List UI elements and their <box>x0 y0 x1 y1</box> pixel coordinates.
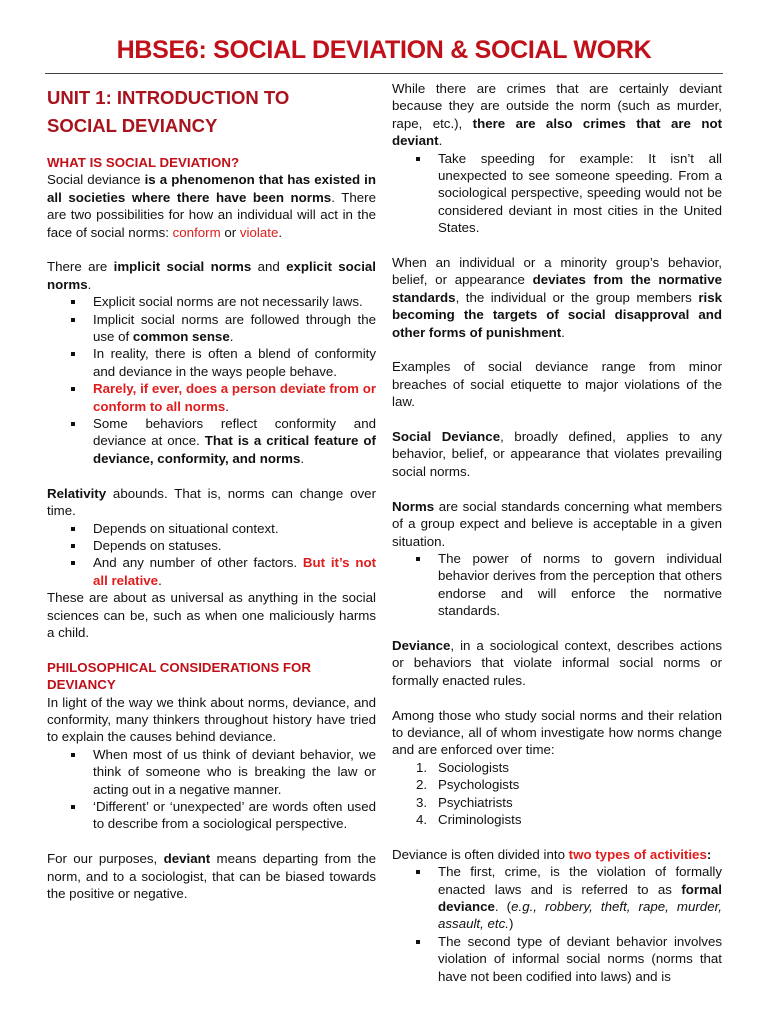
paragraph-norm-types <box>47 258 376 293</box>
list-item <box>392 933 722 985</box>
document-title: HBSE6: SOCIAL DEVIATION & SOCIAL WORK <box>116 36 652 64</box>
text-run: . <box>87 276 92 292</box>
text-run: abounds. That is, norms can change over time. <box>47 485 376 519</box>
bold-run: there are also crimes that are not deviant <box>392 115 722 149</box>
list-number: 2. <box>416 777 428 793</box>
text-run: . <box>229 329 234 345</box>
text-run: The power of norms to govern individual behavior derives from the perception that others endorse and will enforce the normative standards. <box>438 550 722 619</box>
list-item <box>47 554 376 589</box>
bold-run: deviates from the normative standards <box>392 272 722 305</box>
text-run: Take speeding for example: It isn’t all unexpected to see someone speeding. From a sociological perspective, speeding would not be considered deviant in most cities in the United States. <box>438 150 722 236</box>
spacer <box>392 689 722 706</box>
text-run: The second type of deviant behavior involves violation of informal social norms (norms that have not been codified into laws) and is <box>438 933 722 984</box>
text-run: There are <box>47 259 114 275</box>
emphasis-run: two types of activities <box>568 846 707 862</box>
keyword-violate: violate <box>239 224 279 240</box>
paragraph-thinkers: In light of the way we think about norms, deviance, and conformity, many thinkers throughout history have tried to explain the causes behind deviance. <box>47 694 376 745</box>
text-run: Criminologists <box>438 811 522 827</box>
title-divider <box>45 73 723 74</box>
list-item <box>392 759 722 776</box>
text-run: . There are two possibilities for how an individual will act in the face of social norms: <box>47 189 376 240</box>
bold-run: implicit social norms <box>113 259 252 275</box>
text-run: Some behaviors reflect conformity and deviance at once. <box>93 416 376 449</box>
spacer <box>47 467 376 484</box>
text-run: , in a sociological context, describes actions or behaviors that violate informal social norms or formally enacted rules. <box>392 637 722 688</box>
list-item <box>392 794 722 811</box>
list-item <box>392 811 722 828</box>
spacer <box>392 620 722 637</box>
bold-run: : <box>706 846 712 862</box>
relativity-bullet-list <box>47 520 376 590</box>
list-item <box>392 863 722 933</box>
text-run: are social standards concerning what members of a group expect and believe is acceptable in a given situation. <box>392 498 722 549</box>
text-run: The first, crime, is the violation of formally enacted laws and is referred to as <box>438 864 722 897</box>
list-item <box>47 520 376 537</box>
text-run: And any number of other factors. <box>93 555 303 571</box>
paragraph-researchers: Among those who study social norms and their relation to deviance, all of whom investigate how norms change and are enforced over time: <box>392 707 722 758</box>
spacer <box>47 833 376 850</box>
list-item <box>47 380 376 415</box>
list-number: 1. <box>416 759 428 775</box>
list-item <box>47 293 376 310</box>
text-run: In reality, there is often a blend of conformity and deviance in the ways people behave. <box>93 346 376 379</box>
paragraph-two-types <box>392 846 722 863</box>
section-heading-philosophical: PHILOSOPHICAL CONSIDERATIONS FOR DEVIANCY <box>47 659 311 693</box>
list-item <box>47 798 376 833</box>
text-run: Psychiatrists <box>438 794 513 810</box>
text-run: . <box>438 133 443 149</box>
text-run: While there are crimes that are certainly deviant because they are outside the norm (such as murder, rape, etc.), <box>392 81 722 131</box>
researchers-numbered-list <box>392 759 722 829</box>
list-item <box>47 311 376 346</box>
bold-run: is a phenomenon that has existed in all societies where there have been norms <box>47 172 376 205</box>
norms-power-bullet-list <box>392 550 722 620</box>
text-run: When most of us think of deviant behavior, we think of someone who is breaking the law or acting out in a negative manner. <box>93 746 376 797</box>
list-item <box>47 345 376 380</box>
list-item <box>392 776 722 793</box>
unit-heading-line-1: UNIT 1: INTRODUCTION TO <box>47 87 290 108</box>
text-run: Sociologists <box>438 759 509 775</box>
list-item <box>392 550 722 620</box>
paragraph-norms-definition <box>392 498 722 550</box>
text-run: ‘Different’ or ‘unexpected’ are words often used to describe from a sociological perspective. <box>93 798 376 832</box>
text-run: Psychologists <box>438 777 520 793</box>
bold-run: That is a critical feature of deviance, conformity, and norms <box>93 433 376 466</box>
text-run: . ( <box>494 898 512 914</box>
spacer <box>392 411 722 428</box>
text-run: . <box>561 324 565 340</box>
text-run: Social deviance <box>47 172 145 188</box>
unit-heading-line-2: SOCIAL DEVIANCY <box>47 115 218 136</box>
text-run: Implicit social norms are followed through the use of <box>93 311 376 345</box>
paragraph-social-deviance-intro <box>47 171 376 241</box>
list-item <box>47 537 376 554</box>
list-item <box>47 746 376 798</box>
bold-run: explicit social norms <box>47 259 376 292</box>
bold-run: Deviance <box>392 637 451 653</box>
philosophical-bullet-list <box>47 746 376 833</box>
text-run: For our purposes, <box>47 851 164 867</box>
list-number: 4. <box>416 811 428 827</box>
spacer <box>392 341 722 358</box>
paragraph-deviates-standards <box>392 254 722 341</box>
text-run: Depends on situational context. <box>93 520 279 536</box>
deviance-types-bullet-list <box>392 863 722 985</box>
text-run: . <box>278 224 283 240</box>
emphasis-run: Rarely, if ever, does a person deviate from or conform to all norms <box>93 381 376 414</box>
paragraph-social-deviance-definition <box>392 428 722 480</box>
text-run: , the individual or the group members <box>455 289 699 305</box>
list-item <box>47 415 376 467</box>
italic-run: e.g., robbery, theft, rape, murder, assault, etc. <box>438 898 722 932</box>
text-run: or <box>220 224 240 240</box>
bold-run: risk becoming the targets of social disapproval and other forms of punishment <box>392 289 722 340</box>
spacer <box>392 828 722 845</box>
list-item <box>392 150 722 237</box>
text-run: . <box>225 398 229 414</box>
text-run: means departing from the norm, and to a sociologist, that can be biased towards the positive or negative. <box>47 851 376 901</box>
text-run: Deviance is often divided into <box>392 846 569 862</box>
speeding-bullet-list <box>392 150 722 237</box>
spacer <box>392 480 722 497</box>
right-column <box>392 80 722 985</box>
paragraph-deviance-definition <box>392 637 722 689</box>
bold-run: deviant <box>163 851 211 867</box>
bold-run: Social Deviance <box>392 429 501 445</box>
section-heading-what-is-deviation: WHAT IS SOCIAL DEVIATION? <box>47 155 240 170</box>
paragraph-relativity <box>47 485 376 520</box>
bold-run: Relativity <box>47 485 107 501</box>
text-run: Depends on statuses. <box>93 537 222 553</box>
text-run: and <box>251 259 287 275</box>
emphasis-run: But it’s not all relative <box>93 555 377 588</box>
bold-run: formal deviance <box>438 881 722 914</box>
text-run: . <box>300 450 305 466</box>
paragraph-crimes <box>392 80 722 150</box>
text-run: , broadly defined, applies to any behavior, belief, or appearance that violates prevailing social norms. <box>392 429 722 479</box>
paragraph-universal: These are about as universal as anything in the social sciences can be, such as when one maliciously harms a child. <box>47 590 376 640</box>
text-run: ) <box>508 916 514 932</box>
keyword-conform: conform <box>172 224 221 240</box>
text-run: When an individual or a minority group’s behavior, belief, or appearance <box>392 255 722 288</box>
spacer <box>47 641 376 658</box>
left-column <box>47 80 376 902</box>
spacer <box>392 237 722 254</box>
text-run: . <box>158 572 162 588</box>
norms-bullet-list <box>47 293 376 467</box>
bold-run: Norms <box>392 498 435 514</box>
paragraph-deviant-definition <box>47 850 376 902</box>
spacer <box>47 241 376 258</box>
unit-heading <box>47 84 376 140</box>
bold-run: common sense <box>132 329 230 345</box>
text-run: Explicit social norms are not necessarily laws. <box>93 294 363 310</box>
list-number: 3. <box>416 794 428 810</box>
paragraph-examples: Examples of social deviance range from minor breaches of social etiquette to major violations of the law. <box>392 359 722 410</box>
